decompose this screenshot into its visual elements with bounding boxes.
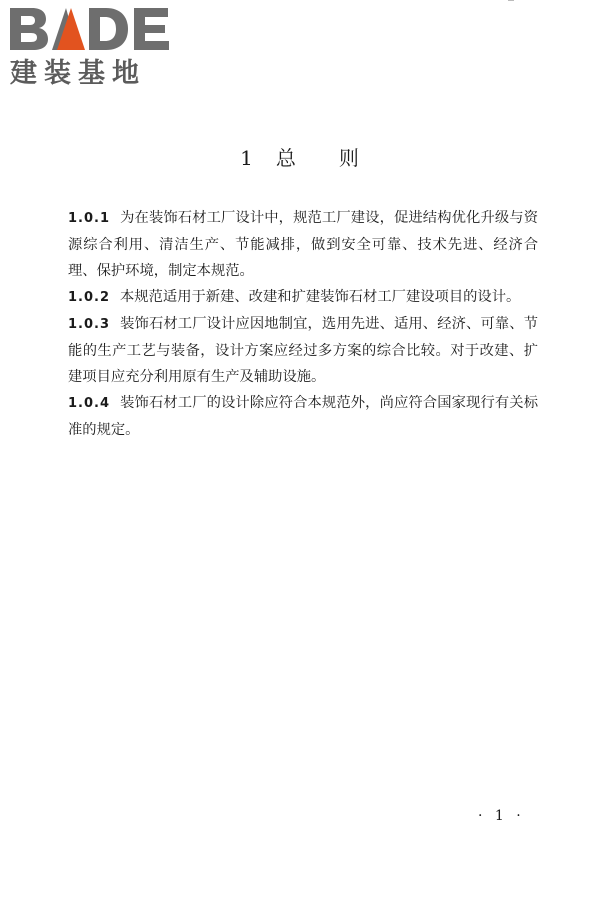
- clause-number: 1.0.3: [68, 317, 111, 332]
- clause-1-0-3: [68, 311, 538, 390]
- clause-number: 1.0.2: [68, 290, 111, 305]
- clause-1-0-2: [68, 284, 538, 311]
- clause-list: [68, 205, 538, 443]
- chapter-heading: [0, 142, 600, 171]
- clause-text: 本规范适用于新建、改建和扩建装饰石材工厂建设项目的设计。: [120, 289, 521, 305]
- clause-text: 装饰石材工厂的设计除应符合本规范外，尚应符合国家现行有关标准的规定。: [68, 395, 538, 438]
- chapter-title: 总 则: [275, 146, 360, 170]
- clause-text: 装饰石材工厂设计应因地制宜，选用先进、适用、经济、可靠、节能的生产工艺与装备，设计方案应经过多方案的综合比较。对于改建、扩建项目应充分利用原有生产及辅助设施。: [68, 316, 538, 385]
- chapter-number: 1: [240, 146, 254, 170]
- page-number: · 1 ·: [478, 808, 525, 824]
- logo-subtitle: 建装基地: [10, 58, 146, 89]
- clause-1-0-1: [68, 205, 538, 284]
- clause-number: 1.0.4: [68, 396, 111, 411]
- corner-mark: [508, 0, 514, 4]
- bade-logo-graphic: [8, 4, 178, 54]
- logo-wordmark: [8, 4, 178, 54]
- clause-1-0-4: [68, 390, 538, 443]
- brand-logo: [8, 4, 178, 92]
- clause-text: 为在装饰石材工厂设计中，规范工厂建设，促进结构优化升级与资源综合利用、清洁生产、节能减排，做到安全可靠、技术先进、经济合理、保护环境，制定本规范。: [68, 210, 538, 279]
- clause-number: 1.0.1: [68, 211, 111, 226]
